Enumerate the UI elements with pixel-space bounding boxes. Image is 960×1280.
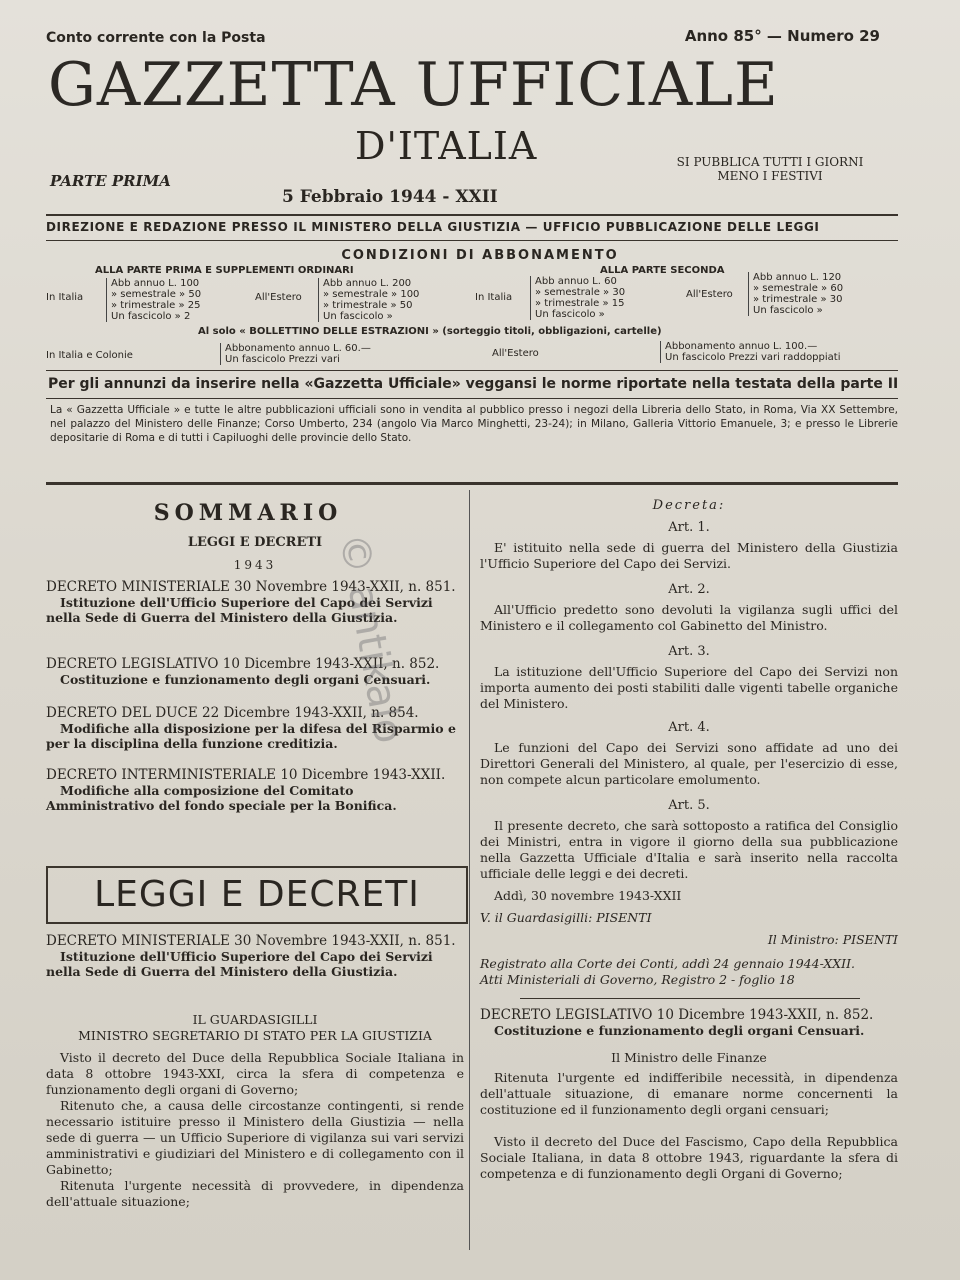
p2-italia-label: In Italia <box>475 292 513 303</box>
price-line: Un fascicolo Prezzi vari <box>225 354 340 365</box>
rule-main <box>46 482 898 485</box>
price-line: » trimestrale » 25 <box>111 300 201 311</box>
article-number: Art. 5. <box>668 798 710 813</box>
article-text: Le funzioni del Capo dei Servizi sono affidate ad uno dei Direttori Generali del Ministero, al quale, per l'esercizio di esse, non compete alcun particolare emolumento. <box>480 740 898 787</box>
sommario-year: 1943 <box>233 558 277 572</box>
article-number: Art. 4. <box>668 720 710 735</box>
p1-estero-label: All'Estero <box>255 292 302 303</box>
bollettino-italia-prices <box>220 343 371 365</box>
entry-head: DECRETO MINISTERIALE 30 Novembre 1943-XXII, n. 851. <box>46 579 456 595</box>
p1-estero-prices <box>318 278 419 322</box>
price-line: » trimestrale » 15 <box>535 298 625 309</box>
bollettino-italia-label: In Italia e Colonie <box>46 350 133 361</box>
page-subtitle: D'ITALIA <box>355 124 538 168</box>
price-line: Abb annuo L. 60 <box>535 276 617 287</box>
p2-estero-prices <box>748 272 843 316</box>
parte-prima: PARTE PRIMA <box>50 172 171 190</box>
pubblica-note <box>650 155 890 183</box>
bollettino-line: Al solo « BOLLETTINO DELLE ESTRAZIONI » (sorteggio titoli, obbligazioni, cartelle) <box>198 326 662 337</box>
pubblica-line-1: SI PUBBLICA TUTTI I GIORNI <box>676 155 864 169</box>
sommario-section: LEGGI E DECRETI <box>187 535 323 550</box>
vendita-paragraph: La « Gazzetta Ufficiale » e tutte le altre pubblicazioni ufficiali sono in vendita al pubblico presso i negozi della Libreria dello Stato, in Roma, Via XX Settembre, nel palazzo del Ministero delle Finanze; Corso Umberto, 234 (angolo Via Marco Minghetti, 23-24); in Milano, Galleria Vittorio Emanuele, 3; e presso le Librerie depositarie di Roma e di tutti i Capiluoghi delle provincie dello Stato. <box>50 404 898 444</box>
entry-sub: Istituzione dell'Ufficio Superiore del Capo dei Servizi nella Sede di Guerra del Ministero della Giustizia. <box>46 595 433 625</box>
p2-italia-prices <box>530 276 625 320</box>
p1-italia-label: In Italia <box>46 292 84 303</box>
rule-annunzi-top <box>46 370 898 371</box>
conto-corrente: Conto corrente con la Posta <box>46 30 266 46</box>
price-line: Abb annuo L. 200 <box>323 278 412 289</box>
price-line: Abbonamento annuo L. 100.— <box>665 341 818 352</box>
d2-paragraph: Ritenuta l'urgente ed indifferibile necessità, in dipendenza dell'attuale situazione, di emanare norme concernenti la costituzione ed il funzionamento degli organi censuari; <box>480 1070 898 1117</box>
page-title: GAZZETTA UFFICIALE <box>48 50 779 120</box>
price-line: Un fascicolo » 2 <box>111 311 191 322</box>
p2-estero-label: All'Estero <box>686 289 733 300</box>
article-number: Art. 3. <box>668 644 710 659</box>
article-number: Art. 2. <box>668 582 710 597</box>
sommario-entry <box>46 768 464 813</box>
leggi-paragraph: Ritenuto che, a causa delle circostanze contingenti, si rende necessario istituire presso il Ministero della Giustizia — nella sede di guerra — un Ufficio Superiore di vigilanza sui vari servizi amministrativi e giudiziari del Ministero e di collegamento con il Gabinetto; <box>46 1098 464 1177</box>
leggi-paragraph: Ritenuta l'urgente necessità di provvedere, in dipendenza dell'attuale situazione; <box>46 1178 464 1209</box>
direzione-line: DIREZIONE E REDAZIONE PRESSO IL MINISTERO DELLA GIUSTIZIA — UFFICIO PUBBLICAZIONE DELLE LEGGI <box>46 220 820 234</box>
price-line: Abbonamento annuo L. 60.— <box>225 343 371 354</box>
ministro-segretario: MINISTRO SEGRETARIO DI STATO PER LA GIUSTIZIA <box>78 1028 432 1043</box>
anno-numero: Anno 85° — Numero 29 <box>684 27 880 45</box>
rule-right <box>520 998 860 999</box>
rule-direz <box>46 240 898 241</box>
price-line: Abb annuo L. 100 <box>111 278 200 289</box>
price-line: Un fascicolo » <box>323 311 393 322</box>
entry-sub: Costituzione e funzionamento degli organi Censuari. <box>60 672 431 687</box>
price-line: Un fascicolo » <box>753 305 823 316</box>
prima-header: ALLA PARTE PRIMA E SUPPLEMENTI ORDINARI <box>95 265 354 276</box>
article-text: La istituzione dell'Ufficio Superiore del Capo dei Servizi non importa aumento dei posti stabiliti dalle vigenti tabelle organiche del Ministero. <box>480 664 898 711</box>
article-number: Art. 1. <box>668 520 710 535</box>
decreta: Decreta: <box>652 498 726 513</box>
issue-date: 5 Febbraio 1944 - XXII <box>282 187 498 207</box>
price-line: » trimestrale » 50 <box>323 300 413 311</box>
entry-head: DECRETO INTERMINISTERIALE 10 Dicembre 1943-XXII. <box>46 767 446 783</box>
abbonamento-title: CONDIZIONI DI ABBONAMENTO <box>341 248 619 263</box>
bollettino-estero-label: All'Estero <box>492 348 539 359</box>
watermark: © antikalo <box>329 530 412 747</box>
d2-entry <box>480 1008 898 1038</box>
addi-date: Addì, 30 novembre 1943-XXII <box>494 888 682 903</box>
price-line: » semestrale » 30 <box>535 287 626 298</box>
seconda-header: ALLA PARTE SECONDA <box>600 265 725 276</box>
entry-sub: Istituzione dell'Ufficio Superiore del Capo dei Servizi nella Sede di Guerra del Ministero della Giustizia. <box>46 949 433 979</box>
entry-sub: Modifiche alla composizione del Comitato Amministrativo del fondo speciale per la Bonifica. <box>46 783 397 813</box>
article-text: All'Ufficio predetto sono devoluti la vigilanza sugli uffici del Ministero e il collegamento col Gabinetto del Ministro. <box>480 602 898 633</box>
entry-head: DECRETO MINISTERIALE 30 Novembre 1943-XXII, n. 851. <box>46 933 456 949</box>
leggi-entry <box>46 934 464 979</box>
registro-line: Atti Ministeriali di Governo, Registro 2 - foglio 18 <box>480 972 795 987</box>
price-line: Un fascicolo Prezzi vari raddoppiati <box>665 352 841 363</box>
leggi-banner: LEGGI E DECRETI <box>46 866 468 924</box>
column-divider <box>469 490 470 1250</box>
article-text: Il presente decreto, che sarà sottoposto a ratifica del Consiglio dei Ministri, entra in vigore il giorno della sua pubblicazione nella Gazzetta Ufficiale d'Italia e sarà inserito nella raccolta ufficiale delle leggi e dei decreti. <box>480 818 898 881</box>
annunzi-line: Per gli annunzi da inserire nella «Gazzetta Ufficiale» veggansi le norme riportate nella testata della parte II <box>48 376 899 392</box>
price-line: » semestrale » 100 <box>323 289 420 300</box>
pubblica-line-2: MENO I FESTIVI <box>717 169 823 183</box>
il-ministro: Il Ministro: PISENTI <box>767 932 898 947</box>
price-line: » trimestrale » 30 <box>753 294 843 305</box>
entry-sub: Costituzione e funzionamento degli organi Censuari. <box>494 1023 865 1038</box>
rule-annunzi-bottom <box>46 398 898 399</box>
guardasigilli: IL GUARDASIGILLI <box>192 1012 318 1027</box>
leggi-paragraph: Visto il decreto del Duce della Repubblica Sociale Italiana in data 8 ottobre 1943-XXI, circa la sfera di competenza e funzionamento degli organi di Governo; <box>46 1050 464 1097</box>
rule-top <box>46 214 898 216</box>
sommario-title: SOMMARIO <box>153 500 343 526</box>
price-line: » semestrale » 60 <box>753 283 844 294</box>
d2-ministro: Il Ministro delle Finanze <box>611 1050 767 1065</box>
entry-sub: Modifiche alla disposizione per la difesa del Risparmio e per la disciplina della funzione creditizia. <box>46 721 456 751</box>
entry-head: DECRETO DEL DUCE 22 Dicembre 1943-XXII, n. 854. <box>46 705 419 721</box>
article-text: E' istituito nella sede di guerra del Ministero della Giustizia l'Ufficio Superiore del Capo dei Servizi. <box>480 540 898 571</box>
bollettino-estero-prices <box>660 341 840 363</box>
p1-italia-prices <box>106 278 201 322</box>
price-line: » semestrale » 50 <box>111 289 202 300</box>
registrato-line: Registrato alla Corte dei Conti, addì 24 gennaio 1944-XXII. <box>480 956 855 971</box>
price-line: Abb annuo L. 120 <box>753 272 842 283</box>
d2-paragraph: Visto il decreto del Duce del Fascismo, Capo della Repubblica Sociale Italiana, in data 8 ottobre 1943, riguardante la sfera di competenza e di funzionamento degli Organi di Governo; <box>480 1134 898 1181</box>
entry-head: DECRETO LEGISLATIVO 10 Dicembre 1943-XXII, n. 852. <box>46 656 440 672</box>
entry-head: DECRETO LEGISLATIVO 10 Dicembre 1943-XXII, n. 852. <box>480 1007 874 1023</box>
sommario-entry <box>46 580 464 625</box>
v-guardasigilli: V. il Guardasigilli: PISENTI <box>480 910 652 925</box>
price-line: Un fascicolo » <box>535 309 605 320</box>
